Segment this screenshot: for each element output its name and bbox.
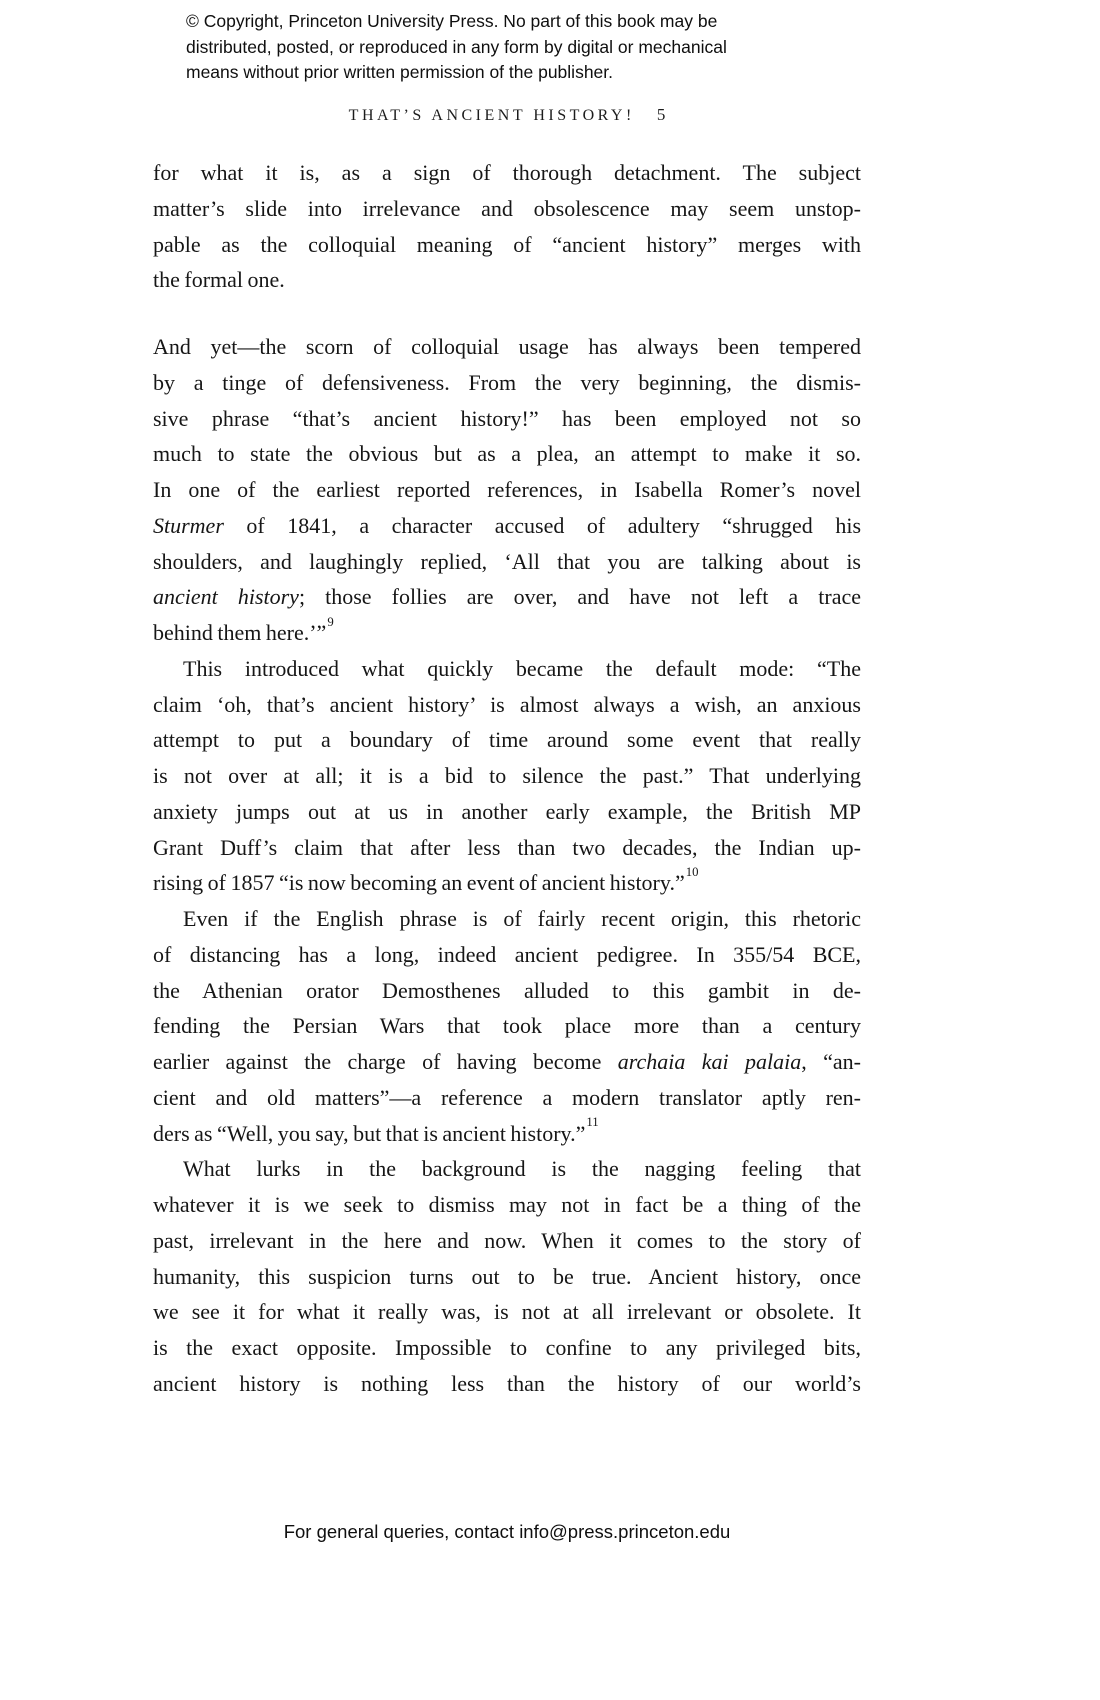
paragraph xyxy=(153,1151,861,1401)
text-line: attempt to put a boundary of time around some event that really xyxy=(153,727,861,753)
italic-text: ancient history xyxy=(153,584,299,610)
text-line: past, irrelevant in the here and now. When it comes to the story of xyxy=(153,1227,861,1253)
text-line: Sturmer of 1841, a character accused of adultery “shrugged his xyxy=(153,512,861,538)
page-number: 5 xyxy=(656,105,666,124)
text-line: humanity, this suspicion turns out to be true. Ancient history, once xyxy=(153,1263,861,1289)
text-line: the formal one. xyxy=(153,267,285,293)
text-line: the Athenian orator Demosthenes alluded to this gambit in de- xyxy=(153,977,861,1003)
text-line: What lurks in the background is the nagging feeling that xyxy=(183,1156,861,1182)
text-line: Even if the English phrase is of fairly recent origin, this rhetoric xyxy=(183,906,861,931)
footnote-reference: 10 xyxy=(685,865,699,880)
footnote-reference: 11 xyxy=(586,1115,599,1130)
text-line: And yet—the scorn of colloquial usage has always been tempered xyxy=(153,334,861,359)
text-line: ders as “Well, you say, but that is ancient history.”$^{11}$ xyxy=(153,1115,599,1146)
paragraph xyxy=(153,651,861,901)
text-line: much to state the obvious but as a plea, an attempt to make it so. xyxy=(153,441,861,467)
text-line: shoulders, and laughingly replied, ‘All that you are talking about is xyxy=(153,548,861,574)
text-line: earlier against the charge of having become archaia kai palaia, “an- xyxy=(153,1049,861,1074)
copyright-line: © Copyright, Princeton University Press. No part of this book may be xyxy=(186,11,718,31)
text-line: cient and old matters”—a reference a modern translator aptly ren- xyxy=(153,1084,861,1110)
text-line: ancient history is nothing less than the history of our world’s xyxy=(153,1370,861,1396)
text-line: rising of 1857 “is now becoming an event of ancient history.”$^{10}$ xyxy=(153,865,699,896)
text-line: pable as the colloquial meaning of “ancient history” merges with xyxy=(153,231,861,257)
copyright-notice xyxy=(186,9,727,86)
text-line: anxiety jumps out at us in another early example, the British MP xyxy=(153,798,861,824)
text-line: whatever it is we seek to dismiss may not in fact be a thing of the xyxy=(153,1192,861,1217)
text-line: Grant Duff’s claim that after less than two decades, the Indian up- xyxy=(153,834,861,860)
text-line: is the exact opposite. Impossible to confine to any privileged bits, xyxy=(153,1335,861,1360)
text-line: of distancing has a long, indeed ancient pedigree. In 355/54 BCE, xyxy=(153,941,861,967)
footnote-reference: 9 xyxy=(327,614,334,629)
text-line: In one of the earliest reported references, in Isabella Romer’s novel xyxy=(153,477,861,502)
copyright-line: distributed, posted, or reproduced in any form by digital or mechanical xyxy=(186,36,727,57)
text-line: ancient history; those follies are over, and have not left a trace xyxy=(153,584,862,610)
text-line: behind them here.’”$^9$ xyxy=(153,614,334,645)
paragraph xyxy=(153,155,861,298)
footer-query-line: For general queries, contact info@press.princeton.edu xyxy=(283,1521,731,1542)
italic-text: archaia kai palaia xyxy=(617,1049,802,1074)
text-line: claim ‘oh, that’s ancient history’ is almost always a wish, an anxious xyxy=(153,691,861,717)
paragraph xyxy=(153,901,861,1151)
italic-text: Sturmer xyxy=(153,512,224,538)
text-line: This introduced what quickly became the default mode: “The xyxy=(183,655,861,681)
paragraph xyxy=(153,329,861,651)
running-header xyxy=(153,105,861,125)
body-text xyxy=(153,155,861,1402)
text-line: by a tinge of defensiveness. From the very beginning, the dismis- xyxy=(153,369,861,395)
text-line: is not over at all; it is a bid to silence the past.” That underlying xyxy=(153,763,861,788)
running-header-title: THAT’S ANCIENT HISTORY! xyxy=(348,107,635,124)
text-line: fending the Persian Wars that took place more than a century xyxy=(153,1013,861,1039)
copyright-line: means without prior written permission of the publisher. xyxy=(186,62,614,82)
text-line: we see it for what it really was, is not at all irrelevant or obsolete. It xyxy=(153,1299,861,1325)
text-line: sive phrase “that’s ancient history!” has been employed not so xyxy=(153,405,861,431)
text-line: matter’s slide into irrelevance and obsolescence may seem unstop- xyxy=(153,195,861,221)
text-line: for what it is, as a sign of thorough detachment. The subject xyxy=(153,160,861,185)
